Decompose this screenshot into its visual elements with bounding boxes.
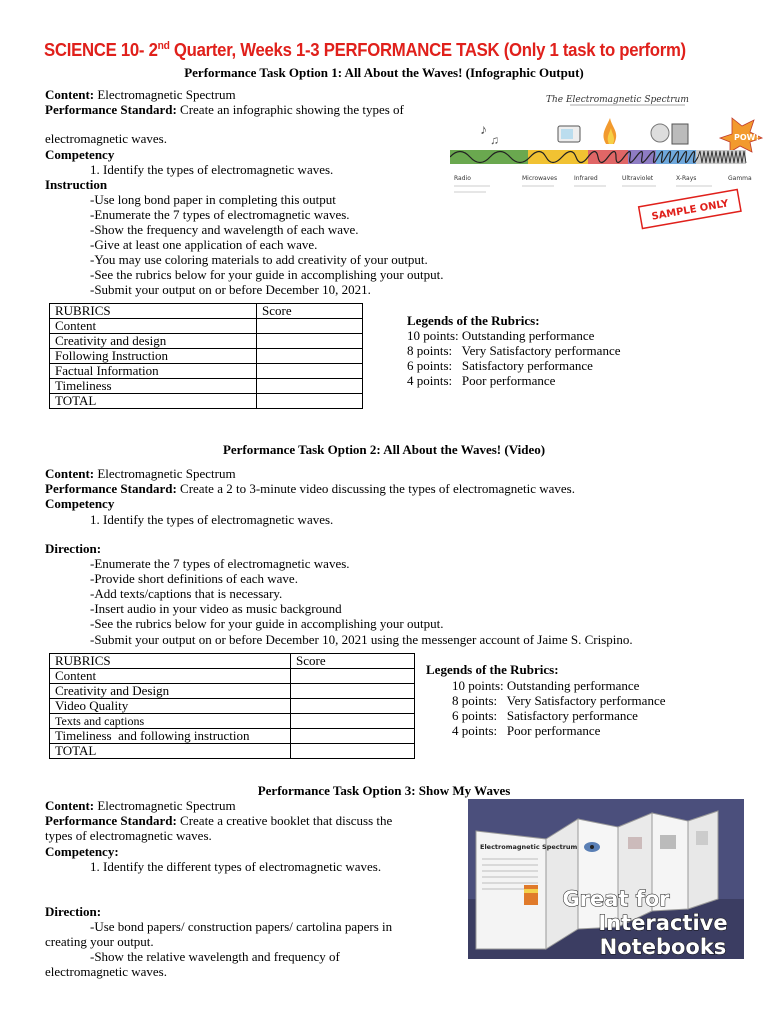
svg-text:X-Rays: X-Rays <box>676 175 697 182</box>
option1-instruction-item: -Submit your output on or before December 10, 2021. <box>90 282 371 297</box>
table-row: Following Instruction <box>50 349 363 364</box>
option3-direction-item: creating your output. <box>45 934 154 949</box>
option2-direction-item: -Add texts/captions that is necessary. <box>90 586 283 601</box>
option2-heading: Performance Task Option 2: All About the Waves! (Video) <box>222 442 546 457</box>
option2-direction-item: -See the rubrics below for your guide in accomplishing your output. <box>90 616 444 631</box>
table-row: RUBRICS Score <box>50 304 363 319</box>
device-icon <box>628 837 642 849</box>
option2-direction-item: -Submit your output on or before December 10, 2021 using the messenger account of Jaime S. Crispino. <box>90 632 633 647</box>
option1-legend-item: 4 points: Poor performance <box>407 373 556 388</box>
option3-content: Content: Electromagnetic Spectrum <box>45 798 236 813</box>
option3-direction-label: Direction: <box>45 904 102 919</box>
option3-direction-item: -Use bond papers/ construction papers/ cartolina papers in <box>90 919 393 934</box>
option3-competency-item: 1. Identify the different types of electromagnetic waves. <box>90 859 382 874</box>
option1-legend-item: 6 points: Satisfactory performance <box>407 358 593 373</box>
option1-legend-item: 10 points: Outstanding performance <box>407 328 595 343</box>
device-icon <box>660 835 676 849</box>
option3-standard: Performance Standard: Create a creative booklet that discuss the <box>45 813 393 828</box>
option2-legend-item: 4 points: Poor performance <box>452 723 601 738</box>
table-row: Content <box>50 669 415 684</box>
table-row: TOTAL <box>50 744 415 759</box>
sun-icon <box>651 124 669 142</box>
option1-competency-label: Competency <box>45 147 115 162</box>
option1-content: Content: Electromagnetic Spectrum <box>45 87 236 102</box>
option3-direction-item: electromagnetic waves. <box>45 964 167 979</box>
booklet-sample-image <box>468 799 744 959</box>
option1-instruction-item: -You may use coloring materials to add creativity of your output. <box>90 252 428 267</box>
option2-direction-item: -Enumerate the 7 types of electromagnetic waves. <box>90 556 350 571</box>
xray-icon <box>672 124 688 144</box>
document-title: SCIENCE 10- 2nd Quarter, Weeks 1-3 PERFORMANCE TASK (Only 1 task to perform) <box>44 40 686 60</box>
option2-competency-label: Competency <box>45 496 115 511</box>
svg-text:Infrared: Infrared <box>574 175 598 182</box>
music-note-icon: ♫ <box>490 133 499 147</box>
table-row: RUBRICS Score <box>50 654 415 669</box>
option1-instruction-item: -See the rubrics below for your guide in accomplishing your output. <box>90 267 444 282</box>
svg-text:POW!: POW! <box>734 133 760 142</box>
option3-competency-label: Competency: <box>45 844 119 859</box>
option1-competency-item: 1. Identify the types of electromagnetic waves. <box>90 162 334 177</box>
option1-instruction-label: Instruction <box>45 177 108 192</box>
option1-legend-item: 8 points: Very Satisfactory performance <box>407 343 621 358</box>
option2-direction-label: Direction: <box>45 541 102 556</box>
banner-line: Great for <box>562 887 670 911</box>
music-note-icon: ♪ <box>480 123 487 138</box>
option1-rubrics-table <box>49 303 363 409</box>
option2-legend-title: Legends of the Rubrics: <box>426 662 559 677</box>
option2-competency-item: 1. Identify the types of electromagnetic waves. <box>90 512 334 527</box>
option1-legend-title: Legends of the Rubrics: <box>407 313 540 328</box>
svg-text:Radio: Radio <box>454 175 471 182</box>
infographic-sample-image <box>450 88 768 236</box>
option3-direction-item: -Show the relative wavelength and frequency of <box>90 949 340 964</box>
table-row: Creativity and design <box>50 334 363 349</box>
option2-standard: Performance Standard: Create a 2 to 3-minute video discussing the types of electromagnetic waves. <box>45 481 575 496</box>
option1-standard-cont: electromagnetic waves. <box>45 131 167 146</box>
banner-line: Interactive <box>598 911 728 935</box>
option2-legend-item: 8 points: Very Satisfactory performance <box>452 693 666 708</box>
table-row: TOTAL <box>50 394 363 409</box>
table-row: Factual Information <box>50 364 363 379</box>
option2-legend-item: 10 points: Outstanding performance <box>452 678 640 693</box>
table-row: Timeliness <box>50 379 363 394</box>
table-row: Content <box>50 319 363 334</box>
option1-instruction-item: -Enumerate the 7 types of electromagnetic waves. <box>90 207 350 222</box>
option1-instruction-item: -Show the frequency and wavelength of each wave. <box>90 222 359 237</box>
table-row: Texts and captions <box>50 714 415 729</box>
table-row: Creativity and Design <box>50 684 415 699</box>
svg-text:Gamma: Gamma <box>728 175 752 182</box>
option2-rubrics-table <box>49 653 415 759</box>
option3-heading: Performance Task Option 3: Show My Waves <box>257 783 511 798</box>
option1-instruction-item: -Use long bond paper in completing this output <box>90 192 336 207</box>
svg-text:Microwaves: Microwaves <box>522 175 558 182</box>
device-icon <box>696 831 708 845</box>
svg-text:SAMPLE ONLY: SAMPLE ONLY <box>650 198 730 223</box>
option2-legend-item: 6 points: Satisfactory performance <box>452 708 638 723</box>
option1-instruction-item: -Give at least one application of each wave. <box>90 237 318 252</box>
table-row: Timeliness and following instruction <box>50 729 415 744</box>
option1-standard: Performance Standard: Create an infographic showing the types of <box>45 102 404 117</box>
option2-direction-item: -Insert audio in your video as music background <box>90 601 342 616</box>
banner-line: Notebooks <box>599 935 727 959</box>
option3-standard-cont: types of electromagnetic waves. <box>45 828 212 843</box>
svg-text:Ultraviolet: Ultraviolet <box>622 175 654 182</box>
infographic-heading: The Electromagnetic Spectrum <box>546 95 689 105</box>
option2-content: Content: Electromagnetic Spectrum <box>45 466 236 481</box>
option1-heading: Performance Task Option 1: All About the Waves! (Infographic Output) <box>184 65 584 80</box>
booklet-title: Electromagnetic Spectrum <box>480 843 578 851</box>
option2-direction-item: -Provide short definitions of each wave. <box>90 571 298 586</box>
table-row: Video Quality <box>50 699 415 714</box>
